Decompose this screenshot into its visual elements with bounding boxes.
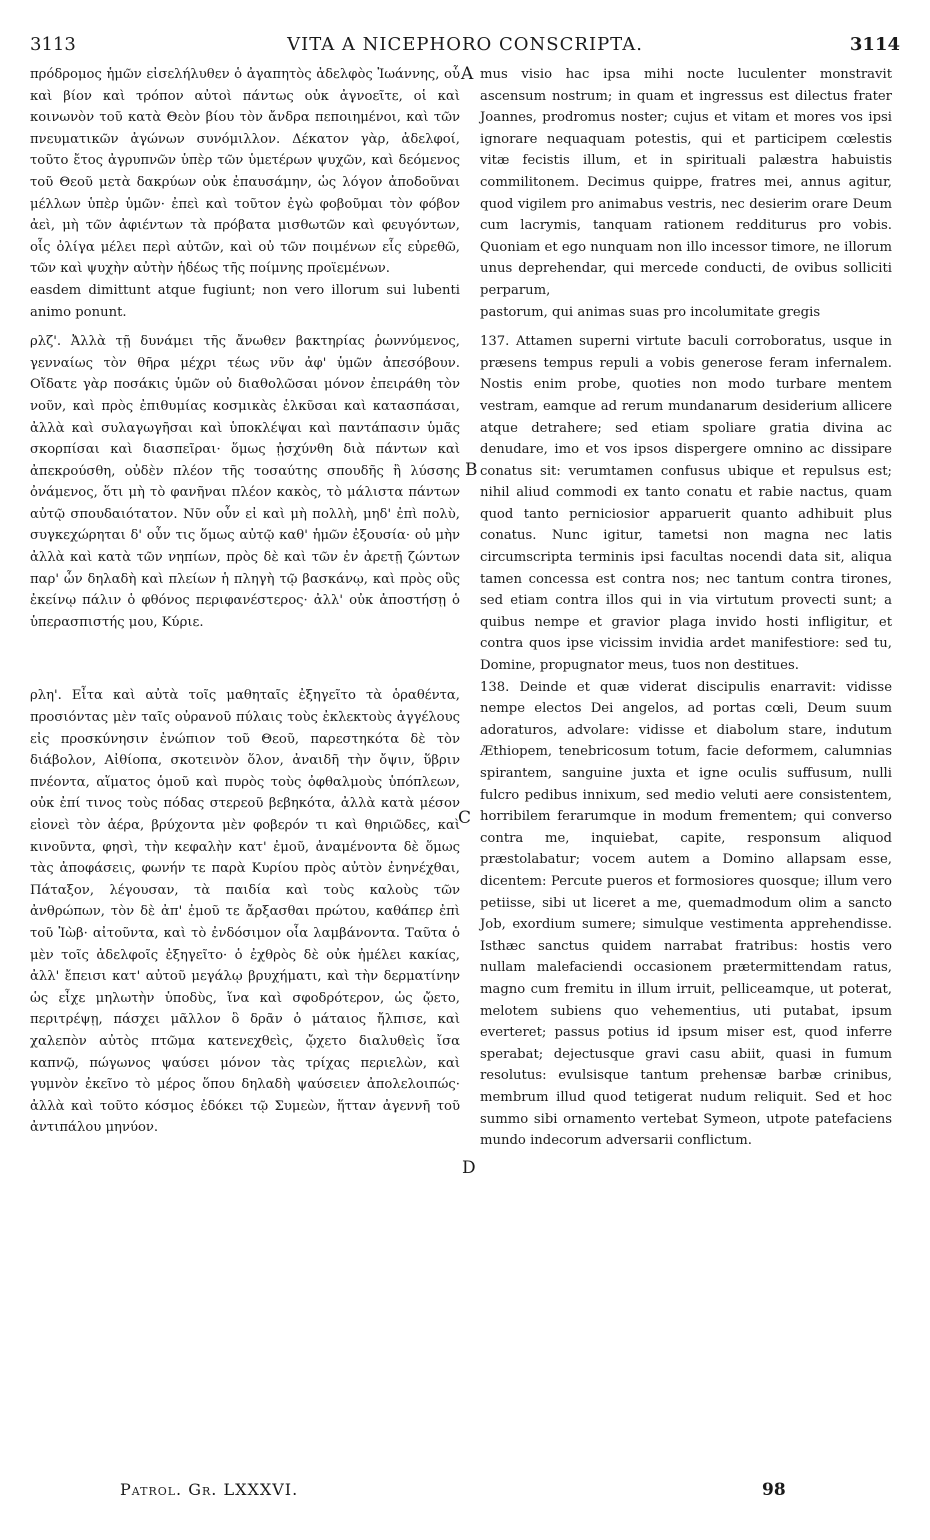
sheet-number: 98 [762,1480,786,1500]
section-marker-a: A [461,64,474,84]
right-column-number: 3114 [849,34,900,55]
left-column-number: 3113 [30,34,76,55]
page-header [30,34,900,60]
latin-paragraph-138: 138. Deinde et quæ viderat discipulis enarravit: vidisse nempe electos Dei angelos, ad portas cœli, Deum suum adoraturos, advolare: vidisse et diabolum stare, indutum Æthiopem, tenebricosum totum, facie deformem, calumnias spirantem, sanguine juxta et igne oculis suffusum, nulli fulcro pedibus innixum, sed medio veluti aere consistentem, horribilem ferarumque in modum frementem; qui converso contra me, inquiebat, capite, responsum aliquod præstolabatur; vocem autem a Domino allapsam esse, dicentem: Percute pueros et formosiores quosque; illum vero petiisse, sibi ut liceret a me, quemadmodum olim a sancto Job, exordium sumere; simulque vestimenta apprehendisse. Isthæc sanctus quidem narrabat fratribus: hostis vero nullam malefaciendi occasionem prætermittendam ratus, magno cum fremitu in illum irruit, pelliceamque, ut poterat, melotem subiens quo vehementius, uti putabat, ipsum everteret; passus potius id ipsum miser est, quod inferre sperabat; dejectusque gravi casu abiit, quasi in fumum resolutus: evulsisque tantum prehensæ barbæ crinibus, membrum illud quod tetigerat nudum reliquit. Sed et hoc summo sibi ornamento vertebat Symeon, utpote patefaciens mundo indecorum adversarii conflictum. [480,679,892,1149]
latin-continuation: easdem dimittunt atque fugiunt; non vero illorum sui lubenti animo ponunt. [30,282,460,320]
greek-paragraph-137: ρλζ'. Ἀλλὰ τῇ δυνάμει τῆς ἄνωθεν βακτηρίας ῥωννύμενος, γενναίως τὸν θῆρα μέχρι τέως νῦν ἀφ' ὑμῶν ἀπεσόβουν. Οἴδατε γὰρ ποσάκις ὑμῶν οὐ διαθολῶσαι μόνον ἐπειράθη τὸν νοῦν, καὶ πρὸς ἐπιθυμίας κοσμικὰς ἑλκῦσαι καὶ κατασπάσαι, ἀλλὰ καὶ συλαγωγῆσαι καὶ ὑποκλέψαι καὶ παντάπασιν ὑμᾶς σκορπίσαι καὶ διασπεῖραι· ὅμως ᾐσχύνθη διὰ πάντων καὶ ἀπεκρούσθη, οὐδὲν πλέον τῆς τοσαύτης σπουδῆς ἢ λύσσης ὀνάμενος, ὅτι μὴ τὸ φανῆναι πλέον κακὸς, τὸ μάλιστα πάντων αὐτῷ σπουδαιότατον. Νῦν οὖν εἰ καὶ μὴ πολλὴ, μηδ' ἐπὶ πολὺ, συγκεχώρηται δ' οὖν τις ὅμως αὐτῷ καθ' ἡμῶν ἐξουσία· οὐ μὴν ἀλλὰ καὶ κατὰ τῶν νηπίων, πρὸς δὲ καὶ τῶν ἐν ἀρετῇ ζώντων παρ' ὧν δηλαδὴ καὶ πλείων ἡ πληγὴ τῷ βασκάνῳ, καὶ πρὸς οὓς ἐκείνῳ πάλιν ὁ φθόνος περιφανέστερος· ἀλλ' οὐκ ἀποστήσῃ ὁ ὑπερασπιστής μου, Κύριε. [30,334,460,630]
greek-paragraph-138: ρλη'. Εἶτα καὶ αὐτὰ τοῖς μαθηταῖς ἐξηγεῖτο τὰ ὁραθέντα, προσιόντας μὲν ταῖς οὐρανοῦ πύλαις τοὺς ἐκλεκτοὺς ἀγγέλους εἰς προσκύνησιν ἐνώπιον τοῦ Θεοῦ, παρεστηκότα δὲ τὸν διάβολον, Αἰθίοπα, σκοτεινὸν ὅλον, ἀναιδῆ τὴν ὄψιν, ὕβριν πνέοντα, αἵματος ὁμοῦ καὶ πυρὸς τοὺς ὀφθαλμοὺς ὑπόπλεων, οὐκ ἐπί τινος τοὺς πόδας στερεοῦ βεβηκότα, ἀλλὰ κατὰ μέσον εἰονεὶ τὸν ἀέρα, βρύχοντα μὲν φοβερόν τι καὶ θηριῶδες, καὶ κινοῦντα, φησὶ, τὴν κεφαλὴν κατ' ἐμοῦ, ἀναμένοντα δὲ ὅμως τὰς ἀποφάσεις, φωνήν τε παρὰ Κυρίου πρὸς αὐτὸν ἐνηνέχθαι, Πάταξον, λέγουσαν, τὰ παιδία καὶ τοὺς καλοὺς τῶν ἀνθρώπων, τὸν δὲ ἀπ' ἐμοῦ τε ἄρξασθαι πρώτου, καθάπερ ἐπὶ τοῦ Ἰὼβ· αἰτοῦντα, καὶ τὸ ἐνδόσιμον οἷα λαμβάνοντα. Ταῦτα ὁ μὲν τοῖς ἀδελφοῖς ἐξηγεῖτο· ὁ ἐχθρὸς δὲ οὐκ ἠμέλει κακίας, ἀλλ' ἔπεισι κατ' αὐτοῦ μεγάλῳ βρυχήματι, καὶ τὴν δερματίνην ὡς εἶχε μηλωτὴν ὑποδὺς, ἵνα καὶ σφοδρότερον, ὡς ᾤετο, περιτρέψῃ, πάσχει μᾶλλον ὃ δρᾶν ὁ μάταιος ἤλπισε, καὶ χαλεπὸν αὐτὸς πτῶμα κατενεχθεὶς, ᾤχετο διαλυθεὶς ἴσα καπνῷ, πώγωνος ψαύσει μόνον τὰς τρίχας περιελὼν, καὶ γυμνὸν ἐκεῖνο τὸ μέρος ὅπου δηλαδὴ ψαύσειεν ἀπολελοιπώς· ἀλλὰ καὶ τοῦτο κόσμος ἐδόκει τῷ Συμεὼν, ἥτταν ἀγεννῆ τοῦ ἀντιπάλου μηνύον. [30,688,460,1136]
running-title: VITA A NICEPHORO CONSCRIPTA. [287,34,643,55]
section-marker-c: C [458,808,472,828]
section-marker-d: D [462,1158,476,1178]
latin-column [480,64,892,1504]
greek-paragraph-136-end: πρόδρομος ἡμῶν εἰσελήλυθεν ὁ ἀγαπητὸς ἀδελφὸς Ἰωάννης, οὗ καὶ βίον καὶ τρόπον αὐτοὶ πάντως οὐκ ἀγνοεῖτε, οἱ καὶ κοινωνὸν τοῦ κατὰ Θεὸν βίου τὸν ἄνδρα πεποιημένοι, καὶ τῶν πνευματικῶν ἀγώνων συνόμιλλον. Δέκατον γὰρ, ἀδελφοί, τοῦτο ἔτος ἀγρυπνῶν ὑπὲρ τῶν ὑμετέρων ψυχῶν, καὶ δεόμενος τοῦ Θεοῦ μετὰ δακρύων οὐκ ἐπαυσάμην, ὡς λόγον ἀποδοῦναι μέλλων ὑπὲρ ὑμῶν· ἐπεὶ καὶ τοῦτον ἐγὼ φοβοῦμαι τὸν φόβον ἀεὶ, μὴ τῶν ἀφιέντων τὰ πρόβατα μισθωτῶν καὶ φευγόντων, οἷς ὀλίγα μέλει περὶ αὐτῶν, καὶ οὐ τῶν ποιμένων εἷς εὑρεθῶ, τῶν καὶ ψυχὴν αὐτὴν ἡδέως τῆς ποίμνης προϊεμένων. [30,67,460,277]
section-marker-b: B [465,460,478,480]
greek-column [30,64,460,1504]
latin-paragraph-137: 137. Attamen superni virtute baculi corroboratus, usque in præsens tempus repuli a vobis generose feram infernalem. Nostis enim probe, quoties non modo turbare mentem vestram, eamque ad rerum mundanarum desiderium allicere atque detrahere; sed etiam spoliare gratia divina ac denudare, imo et vos ipsos dispergere omnino ac dissipare conatus sit: verumtamen confusus ubique et repulsus est; nihil aliud commodi ex tanto conatu et rabie nactus, quam quod tanto perniciosior apparuerit quanto adhibuit plus conatus. Nunc igitur, tametsi non magna nec latis circumscripta terminis ipsi facultas nocendi data sit, aliqua tamen concessa est contra nos; nec tantum contra tirones, sed etiam contra illos qui in via virtutum provecti sunt; a quibus nempe et gravior plaga invido hosti infligitur, et contra quos ipse vicissim invidia ardet manifestiore: sed tu, Domine, propugnator meus, tuos non destitues. [480,334,892,674]
volume-signature: Patrol. Gr. LXXXVI. [120,1480,299,1499]
latin-continuation-right: pastorum, qui animas suas pro incolumitate gregis [480,304,821,320]
latin-paragraph-136-end: mus visio hac ipsa mihi nocte luculenter monstravit ascensum nostrum; in quam et ingressus est dilectus frater Joannes, prodromus noster; cujus et vitam et mores vos ipsi ignorare nequaquam potestis, qui et participem cœlestis vitæ fecistis illum, et in spirituali palæstra habuistis commilitonem. Decimus quippe, fratres mei, annus agitur, quod vigilem pro animabus vestris, nec desierim orare Deum cum lacrymis, tanquam rationem redditurus pro vobis. Quoniam et ego nunquam non illo incessor timore, ne illorum unus deprehendar, qui mercede conducti, de ovibus solliciti perparum, [480,67,892,298]
